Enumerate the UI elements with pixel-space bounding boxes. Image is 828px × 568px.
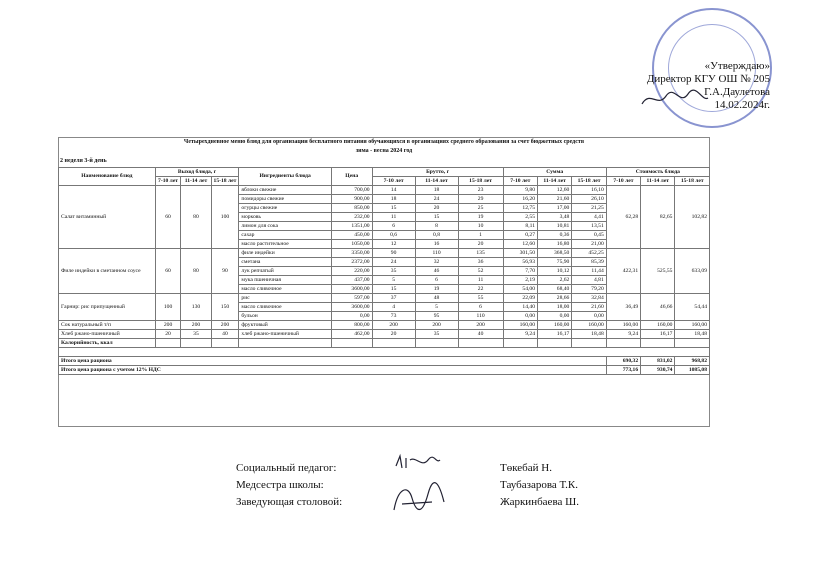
- ingredient-name: яблоки свежие: [239, 186, 331, 195]
- dish-output: 130: [181, 294, 211, 321]
- dish-output: 200: [181, 321, 211, 330]
- age-header: 7-10 лет: [503, 177, 537, 186]
- gross-weight: 15: [372, 204, 415, 213]
- gross-weight: 1: [458, 231, 503, 240]
- ingredient-name: масло растительное: [239, 240, 331, 249]
- ingredient-price: 232,00: [331, 213, 372, 222]
- dish-name: Хлеб ржано-пшеничный: [59, 330, 156, 339]
- ingredient-sum: 0,27: [503, 231, 537, 240]
- ingredient-sum: 26,10: [572, 195, 606, 204]
- ingredient-sum: 2,62: [538, 276, 572, 285]
- gross-weight: 135: [458, 249, 503, 258]
- total-value: 773,16: [606, 366, 640, 375]
- dish-cost: 62,28: [606, 186, 640, 249]
- gross-weight: 40: [458, 330, 503, 339]
- gross-weight: 0,8: [415, 231, 458, 240]
- ingredient-price: 800,00: [331, 321, 372, 330]
- header-sum: Сумма: [503, 168, 606, 177]
- gross-weight: 6: [458, 303, 503, 312]
- dish-name: Сок натуральный т/п: [59, 321, 156, 330]
- ingredient-name: лимон для сока: [239, 222, 331, 231]
- ingredient-name: масло сливочное: [239, 303, 331, 312]
- calories-label: Калорийность, ккал: [59, 339, 156, 348]
- gross-weight: 200: [372, 321, 415, 330]
- ingredient-sum: 0,00: [503, 312, 537, 321]
- approval-position: Директор КГУ ОШ № 205: [646, 73, 770, 85]
- dish-output: 150: [211, 294, 239, 321]
- gross-weight: 35: [372, 267, 415, 276]
- empty-cell: [211, 339, 239, 348]
- table-row: [59, 186, 710, 195]
- ingredient-sum: 16,20: [503, 195, 537, 204]
- dish-output: 200: [155, 321, 181, 330]
- gross-weight: 32: [415, 258, 458, 267]
- table-row: [59, 249, 710, 258]
- ingredient-sum: 14,40: [503, 303, 537, 312]
- ingredient-sum: 16,10: [572, 186, 606, 195]
- gross-weight: 20: [415, 204, 458, 213]
- document-subtitle: зима - весна 2024 год: [355, 148, 413, 154]
- gross-weight: 8: [415, 222, 458, 231]
- dish-output: 35: [181, 330, 211, 339]
- ingredient-price: 462,00: [331, 330, 372, 339]
- table-subheader-row: [59, 177, 710, 186]
- gross-weight: 11: [372, 213, 415, 222]
- gross-weight: 22: [458, 285, 503, 294]
- gross-weight: 14: [372, 186, 415, 195]
- gross-weight: 29: [458, 195, 503, 204]
- empty-cell: [458, 339, 503, 348]
- dish-output: 60: [155, 249, 181, 294]
- dish-cost: 82,65: [641, 186, 675, 249]
- gross-weight: 24: [372, 258, 415, 267]
- ingredient-sum: 4,41: [572, 213, 606, 222]
- social-pedagogue-signature: [392, 452, 442, 474]
- dish-cost: 422,31: [606, 249, 640, 294]
- ingredient-sum: 68,40: [538, 285, 572, 294]
- ingredient-price: 3600,00: [331, 285, 372, 294]
- gross-weight: 15: [372, 285, 415, 294]
- gross-weight: 12: [372, 240, 415, 249]
- age-header: 15-18 лет: [458, 177, 503, 186]
- ingredient-price: 1351,00: [331, 222, 372, 231]
- ingredient-price: 3350,00: [331, 249, 372, 258]
- age-header: 7-10 лет: [372, 177, 415, 186]
- signature-names: [500, 460, 579, 511]
- gross-weight: 5: [415, 303, 458, 312]
- ingredient-sum: 12,60: [503, 240, 537, 249]
- gross-weight: 23: [458, 186, 503, 195]
- ingredient-name: филе индейки: [239, 249, 331, 258]
- age-header: 11-14 лет: [415, 177, 458, 186]
- total-vat-row: [59, 366, 710, 375]
- gross-weight: 52: [458, 267, 503, 276]
- gross-weight: 200: [415, 321, 458, 330]
- ingredient-sum: 16,80: [538, 240, 572, 249]
- signature-role: Социальный педагог:: [236, 462, 337, 474]
- ingredient-sum: 75,90: [538, 258, 572, 267]
- empty-cell: [415, 339, 458, 348]
- empty-cell: [239, 339, 331, 348]
- ingredient-price: 700,00: [331, 186, 372, 195]
- age-header: 11-14 лет: [181, 177, 211, 186]
- gross-weight: 24: [415, 195, 458, 204]
- age-header: 15-18 лет: [572, 177, 606, 186]
- dish-cost: 102,82: [675, 186, 710, 249]
- gross-weight: 200: [458, 321, 503, 330]
- gross-weight: 16: [415, 240, 458, 249]
- gross-weight: 6: [415, 276, 458, 285]
- ingredient-sum: 18,00: [538, 303, 572, 312]
- period-label: 2 неделя 3-й день: [60, 158, 107, 164]
- header-ingredients: Ингредиенты блюда: [239, 168, 331, 186]
- gross-weight: 20: [372, 330, 415, 339]
- gross-weight: 20: [458, 240, 503, 249]
- gross-weight: 55: [458, 294, 503, 303]
- dish-name: Салат витаминный: [59, 186, 156, 249]
- age-header: 15-18 лет: [211, 177, 239, 186]
- gross-weight: 25: [458, 204, 503, 213]
- dish-output: 20: [155, 330, 181, 339]
- ingredient-sum: 0,00: [538, 312, 572, 321]
- ingredient-price: 0,00: [331, 312, 372, 321]
- approval-name: Г.А.Даулетова: [704, 86, 770, 98]
- gross-weight: 18: [415, 186, 458, 195]
- ingredient-sum: 54,00: [503, 285, 537, 294]
- empty-cell: [59, 348, 710, 357]
- dish-name: Гарнир: рис припущенный: [59, 294, 156, 321]
- gross-weight: 15: [415, 213, 458, 222]
- total-value: 831,02: [641, 357, 675, 366]
- gross-weight: 4: [372, 303, 415, 312]
- empty-cell: [155, 339, 181, 348]
- gross-weight: 19: [458, 213, 503, 222]
- dish-output: 100: [155, 294, 181, 321]
- age-header: 7-10 лет: [606, 177, 640, 186]
- table-row: [59, 330, 710, 339]
- signature-name: Таубазарова Т.К.: [500, 479, 578, 491]
- dish-name: Филе индейки в сметанном соусе: [59, 249, 156, 294]
- calories-row: [59, 339, 710, 348]
- ingredient-sum: 2,19: [503, 276, 537, 285]
- ingredient-name: фруктовый: [239, 321, 331, 330]
- ingredient-sum: 0,45: [572, 231, 606, 240]
- ingredient-price: 597,00: [331, 294, 372, 303]
- gross-weight: 19: [415, 285, 458, 294]
- header-output: Выход блюда, г: [155, 168, 239, 177]
- ingredient-sum: 2,55: [503, 213, 537, 222]
- ingredient-price: 900,00: [331, 195, 372, 204]
- ingredient-name: бульон: [239, 312, 331, 321]
- gross-weight: 37: [372, 294, 415, 303]
- ingredient-sum: 18,48: [572, 330, 606, 339]
- age-header: 7-10 лет: [155, 177, 181, 186]
- ingredient-sum: 160,00: [503, 321, 537, 330]
- gross-weight: 36: [458, 258, 503, 267]
- ingredient-sum: 160,00: [538, 321, 572, 330]
- dish-output: 80: [181, 249, 211, 294]
- age-header: 11-14 лет: [641, 177, 675, 186]
- dish-cost: 16,17: [641, 330, 675, 339]
- ingredient-sum: 8,11: [503, 222, 537, 231]
- total-value: 968,82: [675, 357, 710, 366]
- dish-cost: 46,66: [641, 294, 675, 321]
- approval-date: 14.02.2024г.: [714, 99, 770, 111]
- empty-cell: [331, 339, 372, 348]
- ingredient-sum: 21,60: [538, 195, 572, 204]
- empty-cell: [572, 339, 606, 348]
- header-cost: Стоимость блюда: [606, 168, 709, 177]
- ingredient-sum: 21,25: [572, 204, 606, 213]
- dish-cost: 160,00: [606, 321, 640, 330]
- ingredient-price: 2372,00: [331, 258, 372, 267]
- empty-cell: [641, 339, 675, 348]
- approval-title: «Утверждаю»: [704, 60, 770, 72]
- dish-output: 90: [211, 249, 239, 294]
- ingredient-price: 850,00: [331, 204, 372, 213]
- ingredient-sum: 0,00: [572, 312, 606, 321]
- total-value: 1085,08: [675, 366, 710, 375]
- ingredient-sum: 32,84: [572, 294, 606, 303]
- signature-name: Төкебай Н.: [500, 462, 552, 474]
- spacer-row: [59, 348, 710, 357]
- gross-weight: 90: [372, 249, 415, 258]
- total-value: 930,74: [641, 366, 675, 375]
- ingredient-sum: 21,60: [572, 303, 606, 312]
- total-label: Итого цена рациона с учетом 12% НДС: [59, 366, 607, 375]
- empty-cell: [503, 339, 537, 348]
- dish-cost: 54,44: [675, 294, 710, 321]
- gross-weight: 35: [415, 330, 458, 339]
- ingredient-sum: 301,50: [503, 249, 537, 258]
- ingredient-sum: 12,75: [503, 204, 537, 213]
- header-name: Наименование блюд: [59, 168, 156, 186]
- ingredient-sum: 12,60: [538, 186, 572, 195]
- ingredient-sum: 17,00: [538, 204, 572, 213]
- ingredient-name: морковь: [239, 213, 331, 222]
- table-row: [59, 294, 710, 303]
- canteen-head-signature: [388, 480, 448, 520]
- dish-cost: 18,48: [675, 330, 710, 339]
- document-title: Четырехдневное меню блюд для организации бесплатного питания обучающихся в организациях среднего образования за счет бюджетных средств: [183, 139, 585, 145]
- total-label: Итого цена рациона: [59, 357, 607, 366]
- ingredient-name: сметана: [239, 258, 331, 267]
- gross-weight: 110: [458, 312, 503, 321]
- ingredient-price: 3600,00: [331, 303, 372, 312]
- gross-weight: 110: [415, 249, 458, 258]
- empty-cell: [538, 339, 572, 348]
- ingredient-name: рис: [239, 294, 331, 303]
- signature-role: Заведующая столовой:: [236, 496, 343, 508]
- gross-weight: 10: [458, 222, 503, 231]
- ingredient-sum: 85,39: [572, 258, 606, 267]
- ingredient-sum: 160,00: [572, 321, 606, 330]
- total-value: 690,32: [606, 357, 640, 366]
- ingredient-name: сахар: [239, 231, 331, 240]
- ingredient-sum: 452,25: [572, 249, 606, 258]
- ingredient-sum: 10,81: [538, 222, 572, 231]
- ingredient-price: 437,00: [331, 276, 372, 285]
- ingredient-price: 1050,00: [331, 240, 372, 249]
- menu-table: [58, 167, 710, 375]
- empty-cell: [606, 339, 640, 348]
- ingredient-sum: 22,09: [503, 294, 537, 303]
- ingredient-name: хлеб ржано-пшеничный: [239, 330, 331, 339]
- ingredient-name: масло сливочное: [239, 285, 331, 294]
- age-header: 15-18 лет: [675, 177, 710, 186]
- gross-weight: 11: [458, 276, 503, 285]
- ingredient-name: помидоры свежие: [239, 195, 331, 204]
- dish-cost: 9,24: [606, 330, 640, 339]
- gross-weight: 46: [415, 267, 458, 276]
- director-signature: [640, 88, 710, 110]
- empty-cell: [372, 339, 415, 348]
- header-price: Цена: [331, 168, 372, 186]
- header-gross: Брутто, г: [372, 168, 503, 177]
- ingredient-sum: 368,50: [538, 249, 572, 258]
- gross-weight: 95: [415, 312, 458, 321]
- dish-output: 200: [211, 321, 239, 330]
- gross-weight: 18: [372, 195, 415, 204]
- ingredient-sum: 0,36: [538, 231, 572, 240]
- ingredient-sum: 11,44: [572, 267, 606, 276]
- ingredient-sum: 79,20: [572, 285, 606, 294]
- gross-weight: 73: [372, 312, 415, 321]
- ingredient-price: 220,00: [331, 267, 372, 276]
- ingredient-sum: 4,81: [572, 276, 606, 285]
- dish-output: 100: [211, 186, 239, 249]
- signature-name: Жаркинбаева Ш.: [500, 496, 579, 508]
- ingredient-sum: 13,51: [572, 222, 606, 231]
- ingredient-sum: 10,12: [538, 267, 572, 276]
- table-row: [59, 321, 710, 330]
- dish-output: 80: [181, 186, 211, 249]
- gross-weight: 6: [372, 222, 415, 231]
- ingredient-name: мука пшеничная: [239, 276, 331, 285]
- ingredient-sum: 56,93: [503, 258, 537, 267]
- ingredient-sum: 16,17: [538, 330, 572, 339]
- ingredient-sum: 9,24: [503, 330, 537, 339]
- total-row: [59, 357, 710, 366]
- ingredient-sum: 7,70: [503, 267, 537, 276]
- ingredient-sum: 28,66: [538, 294, 572, 303]
- empty-cell: [181, 339, 211, 348]
- dish-cost: 160,00: [675, 321, 710, 330]
- signature-role: Медсестра школы:: [236, 479, 324, 491]
- ingredient-sum: 3,48: [538, 213, 572, 222]
- gross-weight: 0,6: [372, 231, 415, 240]
- ingredient-sum: 21,00: [572, 240, 606, 249]
- dish-cost: 525,55: [641, 249, 675, 294]
- empty-cell: [675, 339, 710, 348]
- dish-cost: 633,09: [675, 249, 710, 294]
- dish-output: 60: [155, 186, 181, 249]
- table-header-row: [59, 168, 710, 177]
- signature-block: [236, 460, 342, 511]
- gross-weight: 5: [372, 276, 415, 285]
- age-header: 11-14 лет: [538, 177, 572, 186]
- dish-cost: 160,00: [641, 321, 675, 330]
- dish-output: 40: [211, 330, 239, 339]
- gross-weight: 48: [415, 294, 458, 303]
- dish-cost: 36,49: [606, 294, 640, 321]
- ingredient-name: огурцы свежие: [239, 204, 331, 213]
- ingredient-price: 450,00: [331, 231, 372, 240]
- ingredient-sum: 9,80: [503, 186, 537, 195]
- ingredient-name: лук репчатый: [239, 267, 331, 276]
